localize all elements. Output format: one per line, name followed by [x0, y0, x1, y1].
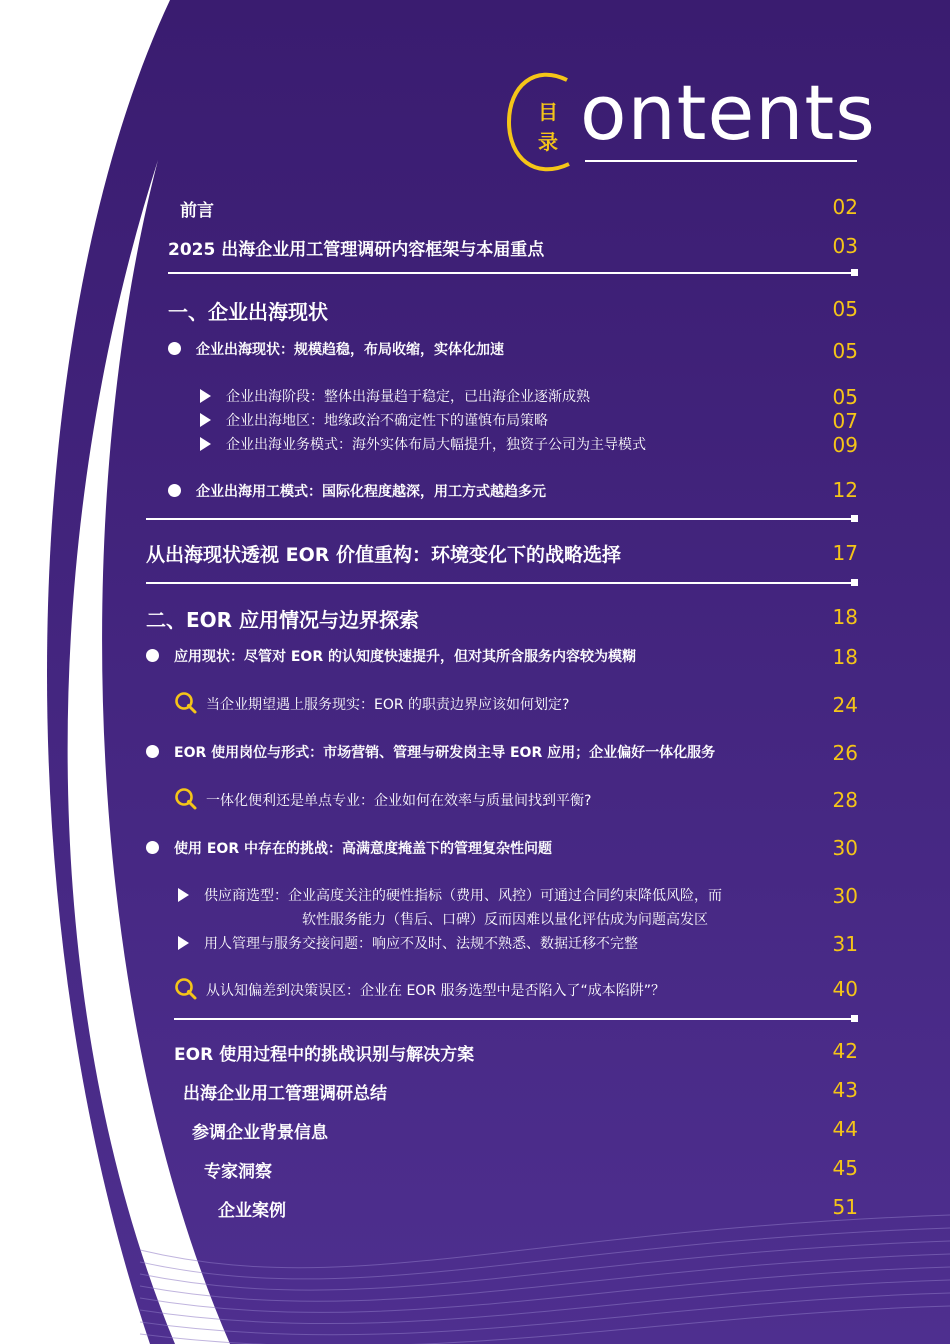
toc-sec1-sub-3-page: 09 [832, 433, 858, 457]
divider-2 [146, 518, 856, 520]
toc-eor-value[interactable]: 从出海现状透视 EOR 价值重构：环境变化下的战略选择 [146, 544, 621, 566]
toc-sec2-bullet-2[interactable]: EOR 使用岗位与形式：市场营销、管理与研发岗主导 EOR 应用；企业偏好一体化服务 [174, 745, 716, 761]
triangle-marker [200, 413, 211, 427]
toc-sec2-sub-1-page: 30 [832, 884, 858, 908]
toc-sec2-question-2-page: 28 [832, 788, 858, 812]
header-contents-word: ontents [580, 68, 876, 157]
toc-end-1[interactable]: EOR 使用过程中的挑战识别与解决方案 [174, 1045, 475, 1065]
divider-1 [168, 272, 856, 274]
toc-preface-page: 02 [832, 195, 858, 219]
toc-sec2-bullet-3[interactable]: 使用 EOR 中存在的挑战：高满意度掩盖下的管理复杂性问题 [174, 841, 552, 857]
header-cn-char-1: 目 [538, 100, 558, 124]
toc-sec2-sub-2[interactable]: 用人管理与服务交接问题：响应不及时、法规不熟悉、数据迁移不完整 [204, 936, 638, 952]
bullet-dot [146, 841, 159, 854]
triangle-marker [200, 389, 211, 403]
toc-framework[interactable]: 2025 出海企业用工管理调研内容框架与本届重点 [168, 240, 545, 260]
magnifier-q-icon [174, 977, 198, 1001]
toc-sec2-question-1[interactable]: 当企业期望遇上服务现实：EOR 的职责边界应该如何划定? [206, 697, 570, 713]
toc-end-4-page: 45 [832, 1156, 858, 1180]
triangle-marker [178, 936, 189, 950]
magnifier-q-icon [174, 691, 198, 715]
toc-section-2-page: 18 [832, 605, 858, 629]
toc-sec1-bullet-2[interactable]: 企业出海用工模式：国际化程度越深，用工方式越趋多元 [196, 484, 546, 500]
divider-4 [174, 1018, 856, 1020]
toc-sec2-question-3[interactable]: 从认知偏差到决策误区：企业在 EOR 服务选型中是否陷入了“成本陷阱”？ [206, 983, 665, 999]
bullet-dot [146, 745, 159, 758]
toc-end-3-page: 44 [832, 1117, 858, 1141]
divider-3 [146, 582, 856, 584]
toc-sec1-bullet-1-page: 05 [832, 339, 858, 363]
toc-section-1-page: 05 [832, 297, 858, 321]
toc-sec2-sub-1-line-2[interactable]: 软性服务能力（售后、口碑）反而因难以量化评估成为问题高发区 [302, 912, 708, 928]
triangle-marker [178, 888, 189, 902]
toc-end-3[interactable]: 参调企业背景信息 [192, 1123, 328, 1143]
toc-sec1-bullet-1[interactable]: 企业出海现状：规模趋稳，布局收缩，实体化加速 [196, 342, 504, 358]
toc-sec1-sub-2-page: 07 [832, 409, 858, 433]
toc-end-2-page: 43 [832, 1078, 858, 1102]
triangle-marker [200, 437, 211, 451]
toc-end-2[interactable]: 出海企业用工管理调研总结 [183, 1084, 387, 1104]
magnifier-q-icon [174, 787, 198, 811]
bullet-dot [168, 342, 181, 355]
toc-end-1-page: 42 [832, 1039, 858, 1063]
toc-sec2-question-1-page: 24 [832, 693, 858, 717]
toc-sec1-sub-1[interactable]: 企业出海阶段：整体出海量趋于稳定，已出海企业逐渐成熟 [226, 389, 590, 405]
toc-preface[interactable]: 前言 [180, 201, 214, 221]
toc-end-5[interactable]: 企业案例 [218, 1201, 286, 1221]
toc-sec2-sub-1-line-1[interactable]: 供应商选型：企业高度关注的硬性指标（费用、风控）可通过合同约束降低风险，而 [204, 888, 722, 904]
toc-sec2-bullet-1[interactable]: 应用现状：尽管对 EOR 的认知度快速提升，但对其所含服务内容较为模糊 [174, 649, 636, 665]
header-underline [585, 160, 857, 162]
toc-sec2-question-2[interactable]: 一体化便利还是单点专业：企业如何在效率与质量间找到平衡? [206, 793, 592, 809]
toc-sec2-bullet-1-page: 18 [832, 645, 858, 669]
toc-sec1-sub-3[interactable]: 企业出海业务模式：海外实体布局大幅提升，独资子公司为主导模式 [226, 437, 646, 453]
toc-section-2[interactable]: 二、EOR 应用情况与边界探索 [146, 608, 420, 632]
toc-sec2-sub-2-page: 31 [832, 932, 858, 956]
toc-sec2-question-3-page: 40 [832, 977, 858, 1001]
toc-framework-page: 03 [832, 234, 858, 258]
bullet-dot [168, 484, 181, 497]
bullet-dot [146, 649, 159, 662]
toc-end-4[interactable]: 专家洞察 [204, 1162, 272, 1182]
toc-end-5-page: 51 [832, 1195, 858, 1219]
header-cn-char-2: 录 [538, 130, 558, 154]
toc-eor-value-page: 17 [832, 541, 858, 565]
toc-section-1[interactable]: 一、企业出海现状 [168, 300, 328, 324]
toc-sec2-bullet-3-page: 30 [832, 836, 858, 860]
toc-sec1-bullet-2-page: 12 [832, 478, 858, 502]
toc-sec2-bullet-2-page: 26 [832, 741, 858, 765]
toc-sec1-sub-2[interactable]: 企业出海地区：地缘政治不确定性下的谨慎布局策略 [226, 413, 548, 429]
toc-sec1-sub-1-page: 05 [832, 385, 858, 409]
